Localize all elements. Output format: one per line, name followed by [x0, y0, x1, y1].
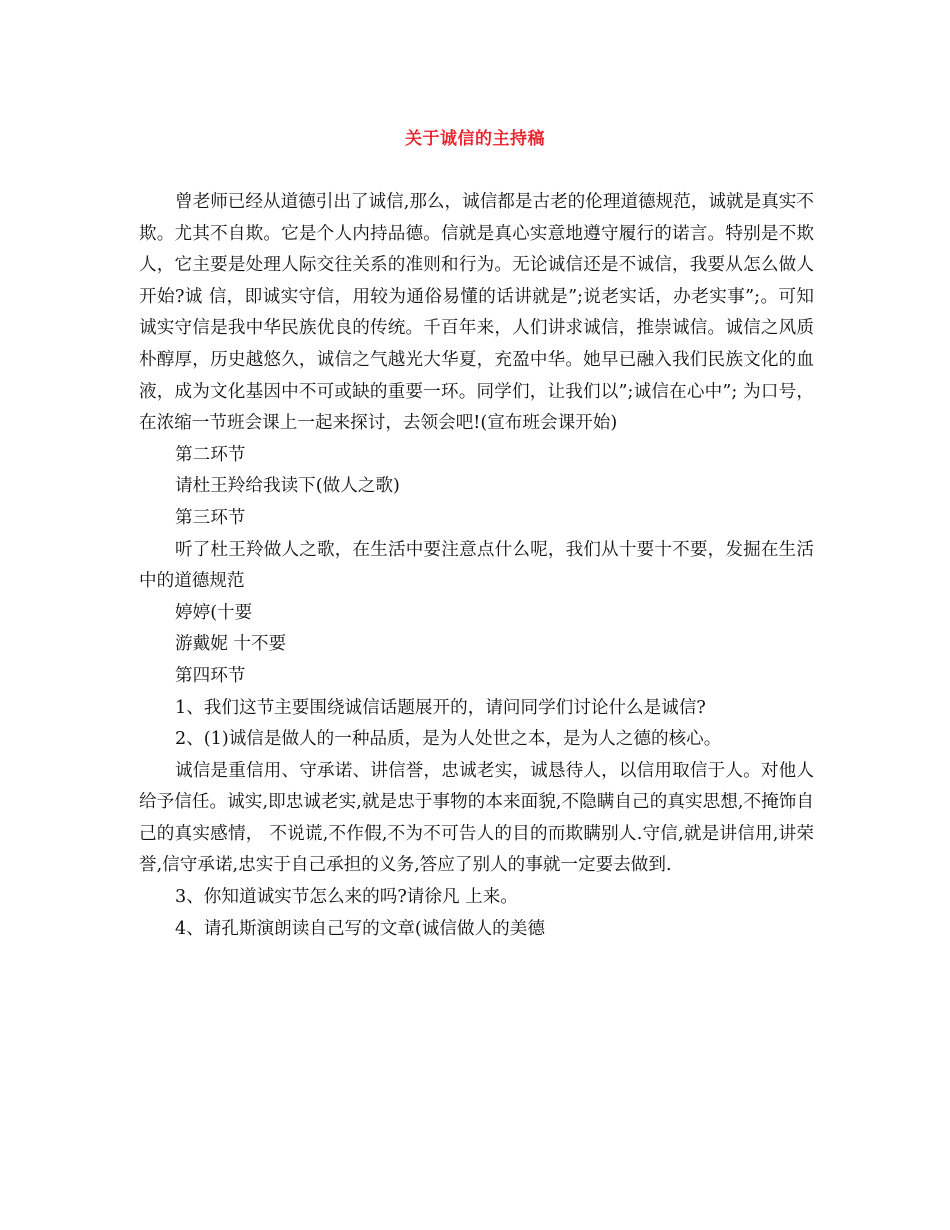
paragraph-intro: 曾老师已经从道德引出了诚信,那么，诚信都是古老的伦理道德规范，诚就是真实不欺。尤其不自欺。它是个人内持品德。信就是真心实意地遵守履行的诺言。特别是不欺人，它主要是处理人际交往关系的准则和行为。无论诚信还是不诚信，我要从怎么做人开始?诚 信，即诚实守信，用较为通俗易懂的话讲就是”;说老实话，办老实事”;。可知诚实守信是我中华民族优良的传统。千百年来，人们讲求诚信，推崇诚信。诚信之风质朴醇厚，历史越悠久，诚信之气越光大华夏，充盈中华。她早已融入我们民族文化的血液，成为文化基因中不可或缺的重要一环。同学们，让我们以”;诚信在心中”; 为口号，在浓缩一节班会课上一起来探讨，去领会吧!(宣布班会课开始) [139, 192, 814, 434]
paragraph-ten-dos: 婷婷(十要 [175, 602, 253, 623]
paragraph-reading-request: 请杜王羚给我读下(做人之歌) [175, 476, 400, 497]
paragraph-item-1: 1、我们这节主要围绕诚信话题展开的，请问同学们讨论什么是诚信? [175, 697, 706, 718]
paragraph-section-two-heading: 第二环节 [175, 444, 246, 465]
paragraph-integrity-definition: 诚信是重信用、守承诺、讲信誉，忠诚老实，诚恳待人，以信用取信于人。对他人给予信任。诚实,即忠诚老实,就是忠于事物的本来面貌,不隐瞒自己的真实思想,不掩饰自己的真实感情， 不说谎,不作假,不为不可告人的目的而欺瞒别人.守信,就是讲信用,讲荣誉,信守承诺,忠实于自己承担的义务,答应了别人的事就一定要去做到. [139, 760, 814, 876]
paragraph-section-four-heading: 第四环节 [175, 665, 246, 686]
paragraph-item-4: 4、请孔斯演朗读自己写的文章(诚信做人的美德 [175, 918, 545, 939]
paragraph-section-three-heading: 第三环节 [175, 507, 246, 528]
paragraph-item-3: 3、你知道诚实节怎么来的吗?请徐凡 上来。 [175, 887, 518, 908]
document-body [139, 187, 814, 945]
paragraph-item-2: 2、(1)诚信是做人的一种品质，是为人处世之本，是为人之德的核心。 [175, 729, 722, 750]
paragraph-ten-dos-intro: 听了杜王羚做人之歌，在生活中要注意点什么呢，我们从十要十不要，发掘在生活中的道德规范 [139, 539, 814, 592]
paragraph-ten-donts: 游戴妮 十不要 [175, 634, 287, 655]
document-title: 关于诚信的主持稿 [405, 129, 545, 149]
